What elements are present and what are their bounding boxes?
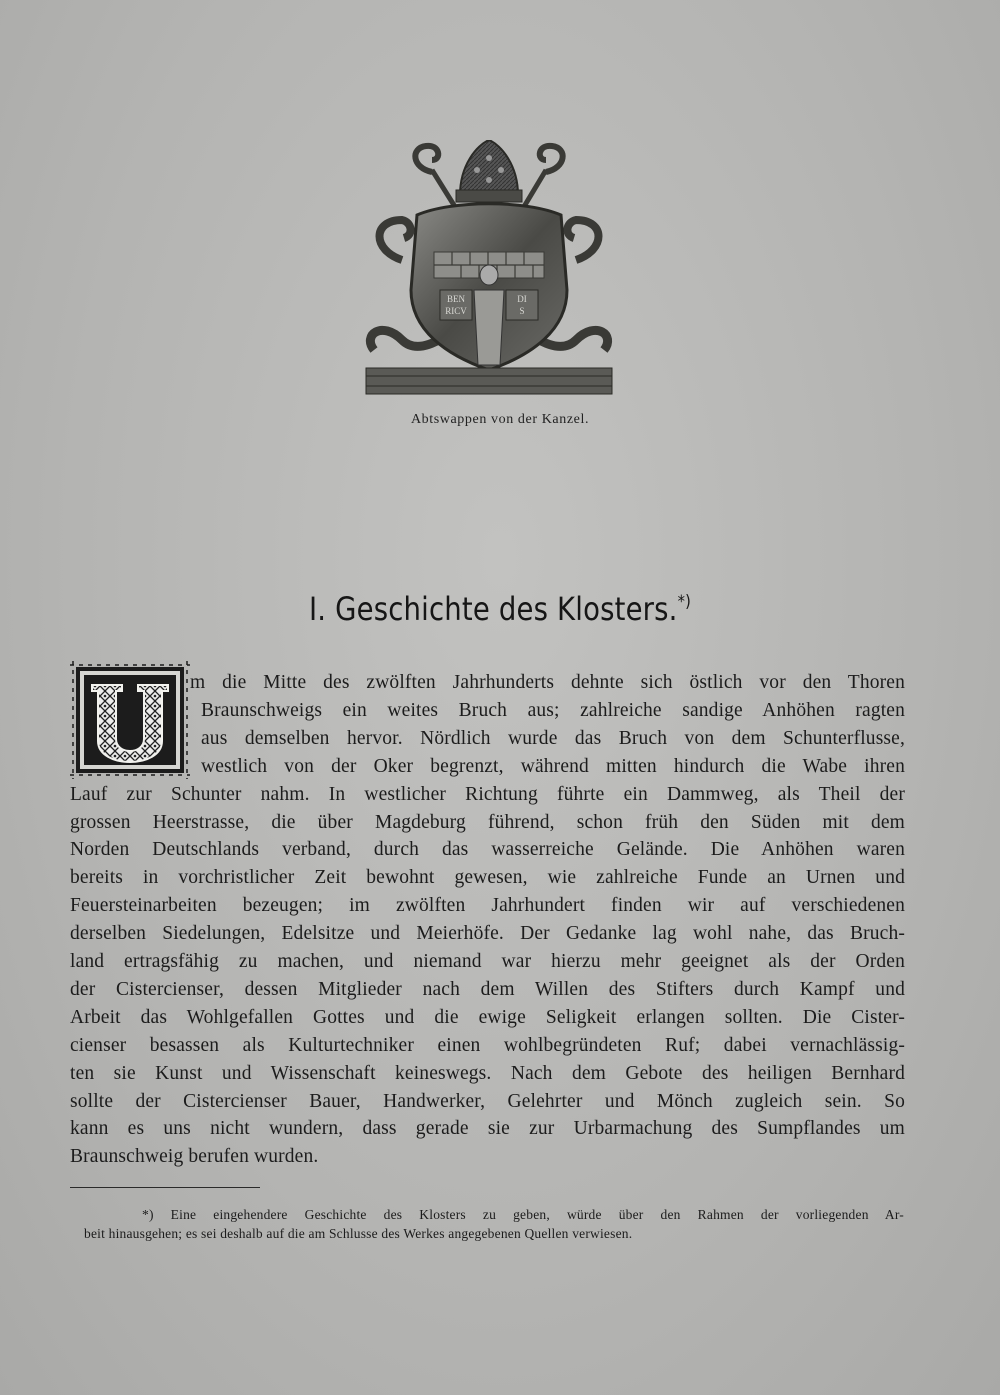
body-text-line: land ertragsfähig zu machen, und niemand war hierzu mehr geeignet als der Orden [70, 951, 905, 972]
body-text-line: Lauf zur Schunter nahm. In westlicher Richtung führte ein Dammweg, als Theil der [70, 783, 905, 805]
body-text-line: bereits in vorchristlicher Zeit bewohnt gewesen, wie zahlreiche Funde an Urnen und [70, 867, 905, 889]
footnote-line: *) Eine eingehendere Geschichte des Klosters zu geben, würde über den Rahmen der vorliegenden Ar- [142, 1207, 904, 1222]
chapter-title: I. Geschichte des Klosters. [309, 590, 678, 628]
footnote-reference: *) [677, 592, 691, 612]
body-text-line: m die Mitte des zwölften Jahrhunderts dehnte sich östlich vor den Thoren [190, 672, 905, 693]
shield-inscription-left: BEN [447, 294, 465, 304]
body-text-line: ten sie Kunst und Wissenschaft keineswegs. Nach dem Gebote des heiligen Bernhard [70, 1062, 905, 1084]
figure-caption: Abtswappen von der Kanzel. [410, 412, 590, 427]
initial-letter: U [130, 777, 131, 778]
body-text-line: sollte der Cistercienser Bauer, Handwerker, Gelehrter und Mönch zugleich sein. So [70, 1090, 905, 1112]
footnote-line: beit hinausgehen; es sei deshalb auf die am Schlusse des Werkes angegebenen Quellen verwiesen. [84, 1226, 633, 1241]
body-text-line: Norden Deutschlands verband, durch das wasserreiche Gelände. Die Anhöhen waren [70, 839, 905, 861]
chapter-heading [70, 590, 930, 628]
decorated-initial-letter [70, 661, 190, 779]
body-text-line: Feuersteinarbeiten bezeugen; im zwölften Jahrhundert finden wir auf verschiedenen [70, 895, 905, 917]
shield-inscription-right-2: S [519, 306, 525, 316]
body-text-line: cienser besassen als Kulturtechniker einen wohlbegründeten Ruf; dabei vernachlässig- [70, 1034, 905, 1056]
body-text-line: grossen Heerstrasse, die über Magdeburg führend, schon früh den Süden mit dem [70, 811, 905, 833]
shield-inscription-left-2: RICV [445, 306, 467, 316]
body-text-line: Arbeit das Wohlgefallen Gottes und die ewige Seligkeit erlangen sollten. Die Cister- [70, 1006, 905, 1028]
body-text-line: der Cistercienser, dessen Mitglieder nach dem Willen des Stifters durch Kampf und [70, 978, 905, 1000]
body-text-line: Braunschweigs ein weites Bruch aus; zahlreiche sandige Anhöhen ragten [201, 699, 905, 721]
footnote-divider [70, 1187, 260, 1188]
body-text-line: Braunschweig berufen wurden. [70, 1146, 319, 1168]
body-text-line: derselben Siedelungen, Edelsitze und Meierhöfe. Der Gedanke lag wohl nahe, das Bruch- [70, 923, 905, 945]
body-text-line: westlich von der Oker begrenzt, während mitten hindurch die Wabe ihren [201, 755, 905, 777]
coat-of-arms-image [362, 140, 616, 396]
body-text-line: kann es uns nicht wundern, dass gerade sie zur Urbarmachung des Sumpflandes um [70, 1118, 905, 1140]
body-text-line: aus demselben hervor. Nördlich wurde das Bruch von dem Schunterflusse, [201, 727, 905, 749]
shield-inscription-right: DI [517, 294, 527, 304]
